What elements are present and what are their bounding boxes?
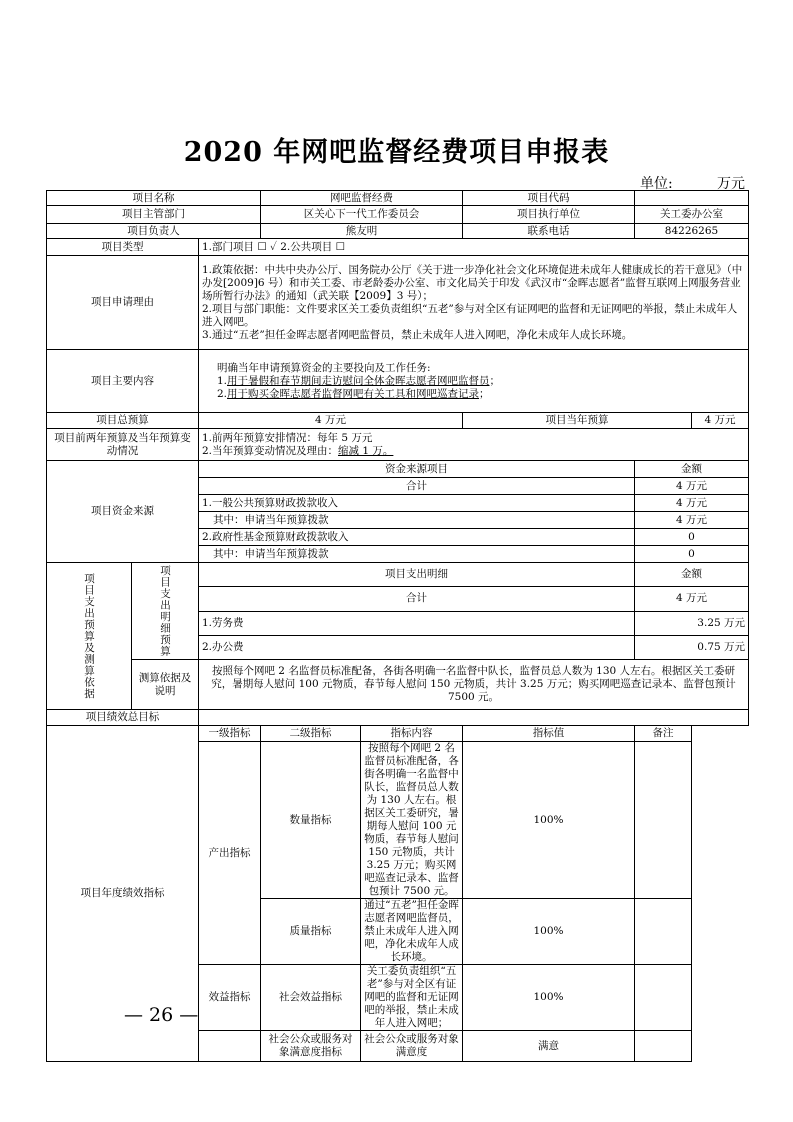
expense-row-name: 1.劳务费 <box>199 611 635 635</box>
expense-header-amount: 金额 <box>635 563 749 587</box>
satisfaction-note <box>635 1031 692 1062</box>
expense-header-item: 项目支出明细 <box>199 563 635 587</box>
perf-h4: 指标值 <box>463 726 635 742</box>
quality-label: 质量指标 <box>261 899 361 965</box>
perf-h1: 一级指标 <box>199 726 261 742</box>
social-note <box>635 965 692 1031</box>
expense-basis-text: 按照每个网吧 2 名监督员标准配备，各街各明确一名监督中队长，监督员总人数为 130 人左右。根据区关工委研究，暑期每人慰问 100 元物质，春节每人慰问 150 元物质，共计 3.25 万元；购买网吧巡查记录本、监督包预计 7500 元。 <box>199 660 749 710</box>
quantity-label: 数量指标 <box>261 742 361 899</box>
page-title: 2020 年网吧监督经费项目申报表 <box>183 137 610 168</box>
unit-label: 单位: <box>640 176 673 192</box>
dept-value: 区关心下一代工作委员会 <box>261 206 463 224</box>
expense-basis-label: 测算依据及说明 <box>132 660 199 710</box>
person-label: 项目负责人 <box>47 224 261 239</box>
output-label: 产出指标 <box>199 742 261 965</box>
expense-row-amount: 4 万元 <box>635 587 749 611</box>
quantity-note <box>635 742 692 899</box>
reason-line: 1.政策依据：中共中央办公厅、国务院办公厅《关于进一步净化社会文化环境促进未成年人健康成长的若干意见》（中办发[2009]6 号）和市关工委、市老龄委办公室、市文化局关于印发《武汉市“金晖志愿者”监督互联网上网服务营业场所暂行办法》的通知（武关联【2009】3 号）； <box>202 263 743 302</box>
social-content: 关工委负责组织“五老”参与对全区有证网吧的监督和无证网吧的举报，禁止未成年人进入网吧； <box>361 965 463 1031</box>
expense-outer-label: 项目支出预算及测算依据 <box>47 563 132 710</box>
content-intro: 明确当年申请预算资金的主要投向及工作任务: <box>217 361 431 374</box>
funding-header-amount: 金额 <box>635 461 749 478</box>
funding-row-amount: 0 <box>635 529 749 546</box>
funding-row-name: 合计 <box>199 478 635 495</box>
expense-row-amount: 3.25 万元 <box>635 611 749 635</box>
exec-unit-label: 项目执行单位 <box>463 206 635 224</box>
perf-h2: 二级指标 <box>261 726 361 742</box>
perf-h5: 备注 <box>635 726 692 742</box>
total-budget-label: 项目总预算 <box>47 413 199 429</box>
change-line-2: 2.当年预算变动情况及理由：缩减 1 万。 <box>202 444 394 457</box>
perf-h3: 指标内容 <box>361 726 463 742</box>
phone-label: 联系电话 <box>463 224 635 239</box>
funding-row-amount: 4 万元 <box>635 512 749 529</box>
funding-row-name: 2.政府性基金预算财政拨款收入 <box>199 529 635 546</box>
content-label: 项目主要内容 <box>47 350 199 413</box>
goal-label: 项目绩效总目标 <box>47 710 199 726</box>
funding-label: 项目资金来源 <box>47 461 199 563</box>
quality-value: 100% <box>463 899 635 965</box>
quality-content: 通过“五老”担任金晖志愿者网吧监督员，禁止未成年人进入网吧，净化未成年人成长环境。 <box>361 899 463 965</box>
person-value: 熊友明 <box>261 224 463 239</box>
reason-line: 3.通过“五老”担任金晖志愿者网吧监督员，禁止未成年人进入网吧，净化未成年人成长环境。 <box>202 328 633 341</box>
social-label: 社会效益指标 <box>261 965 361 1031</box>
change-line-1: 1.前两年预算安排情况：每年 5 万元 <box>202 431 373 444</box>
reason-content <box>199 256 749 350</box>
year-budget-label: 项目当年预算 <box>463 413 692 429</box>
reason-label: 项目申请理由 <box>47 256 199 350</box>
content-body <box>199 350 749 413</box>
reason-line: 2.项目与部门职能：文件要求区关工委负责组织“五老”参与对全区有证网吧的监督和无证网吧的举报，禁止未成年人进入网吧。 <box>202 302 738 328</box>
project-name-value: 网吧监督经费 <box>261 191 463 206</box>
dept-label: 项目主管部门 <box>47 206 261 224</box>
perf-label: 项目年度绩效指标 <box>47 726 199 1062</box>
unit-value: 万元 <box>717 176 745 192</box>
project-name-label: 项目名称 <box>47 191 261 206</box>
expense-detail-label: 项目支出明细预算 <box>132 563 199 660</box>
expense-row-amount: 0.75 万元 <box>635 635 749 659</box>
goal-value <box>199 710 749 726</box>
content-item: 2.用于购买金晖志愿者监督网吧有关工具和网吧巡查记录； <box>217 387 490 400</box>
expense-row-name: 2.办公费 <box>199 635 635 659</box>
quantity-value: 100% <box>463 742 635 899</box>
total-budget-value: 4 万元 <box>199 413 463 429</box>
year-budget-value: 4 万元 <box>692 413 749 429</box>
benefit-label: 效益指标 <box>199 965 261 1031</box>
funding-row-amount: 0 <box>635 546 749 563</box>
funding-row-name: 其中：申请当年预算拨款 <box>199 546 635 563</box>
satisfaction-level1 <box>199 1031 261 1062</box>
funding-row-amount: 4 万元 <box>635 495 749 512</box>
type-value: 1.部门项目 ☐ ✓ 2.公共项目 ☐ <box>199 239 749 256</box>
content-item: 1.用于暑假和春节期间走访慰问全体金晖志愿者网吧监督员； <box>217 374 501 387</box>
funding-header-item: 资金来源项目 <box>199 461 635 478</box>
funding-row-amount: 4 万元 <box>635 478 749 495</box>
funding-row-name: 其中：申请当年预算拨款 <box>199 512 635 529</box>
funding-row-name: 1.一般公共预算财政拨款收入 <box>199 495 635 512</box>
exec-unit-value: 关工委办公室 <box>635 206 749 224</box>
change-label: 项目前两年预算及当年预算变动情况 <box>47 429 199 461</box>
phone-value: 84226265 <box>635 224 749 239</box>
project-code-value <box>635 191 749 206</box>
change-content <box>199 429 749 461</box>
expense-row-name: 合计 <box>199 587 635 611</box>
social-value: 100% <box>463 965 635 1031</box>
page-number: — 26 — <box>124 1004 199 1026</box>
project-code-label: 项目代码 <box>463 191 635 206</box>
type-label: 项目类型 <box>47 239 199 256</box>
quality-note <box>635 899 692 965</box>
quantity-content: 按照每个网吧 2 名监督员标准配备，各街各明确一名监督中队长，监督员总人数为 130 人左右。根据区关工委研究，暑期每人慰问 100 元物质，春节每人慰问 150 元物质，共计 3.25 万元；购买网吧巡查记录本、监督包预计 7500 元。 <box>361 742 463 899</box>
application-form-table <box>46 190 749 1062</box>
satisfaction-content: 社会公众或服务对象满意度 <box>361 1031 463 1062</box>
satisfaction-value: 满意 <box>463 1031 635 1062</box>
satisfaction-label: 社会公众或服务对象满意度指标 <box>261 1031 361 1062</box>
